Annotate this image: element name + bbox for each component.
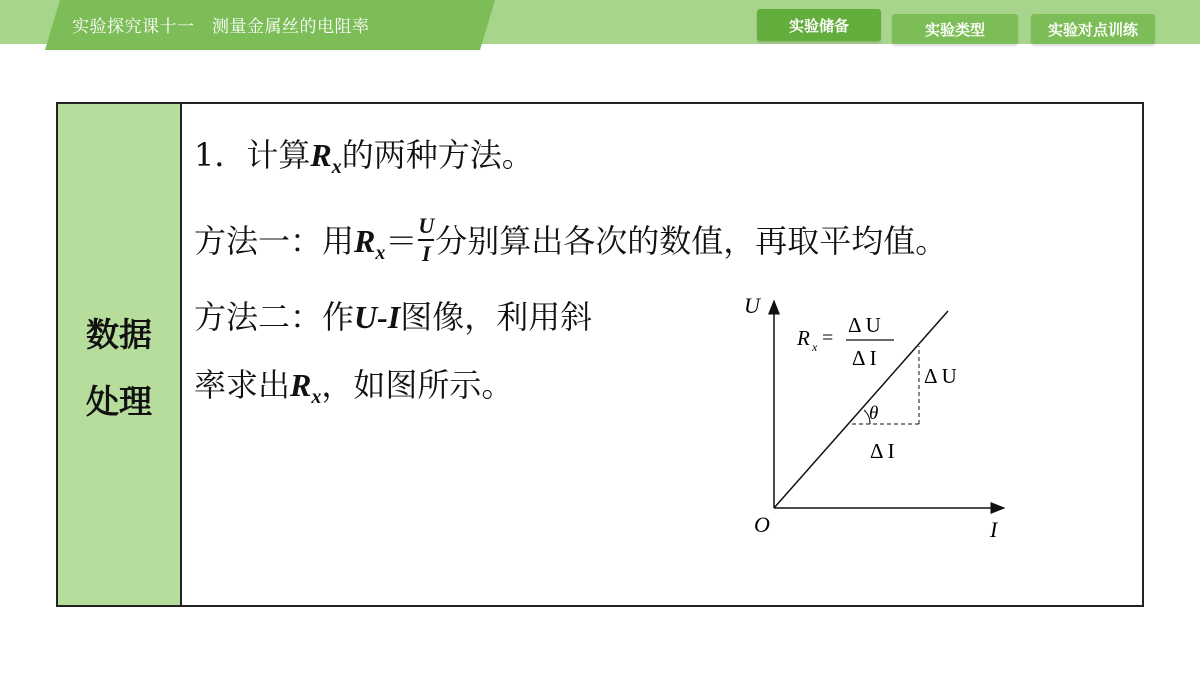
formula-sub: x [812,340,818,354]
formula-den: Δ I [852,346,877,370]
heading-line [194,130,534,179]
method1-suffix: 分别算出各次的数值，再取平均值。 [435,222,948,260]
tab-experiment-types[interactable]: 实验类型 [892,14,1018,44]
method1-fraction [418,214,434,266]
top-bar [0,0,1200,48]
formula-num: Δ U [848,313,881,337]
method1-numerator: U [418,212,435,238]
heading-var: R [310,137,332,173]
method2-var: U-I [354,299,401,335]
method2-cont-prefix: 率求出 [194,366,291,404]
method1-prefix: 方法一：用 [194,222,355,260]
delta-i-label: Δ I [870,439,895,463]
method2-cont-suffix: ，如图所示。 [321,366,514,404]
tab-experiment-prep[interactable]: 实验储备 [757,9,881,41]
row-label-cell [58,104,182,605]
method2-prefix: 方法二：作 [194,298,355,336]
formula-eq: = [822,327,834,349]
delta-u-label: Δ U [924,364,957,388]
heading-suffix: 的两种方法。 [341,136,534,174]
heading-sub: x [331,156,342,178]
u-i-graph [744,289,1078,549]
row-label-line1: 数据 [86,315,152,354]
method1-eq: ＝ [385,222,418,260]
page-title: 实验探究课十一 测量金属丝的电阻率 [72,17,370,37]
tab-experiment-training[interactable]: 实验对点训练 [1031,14,1155,44]
theta-label: θ [869,403,879,424]
method2-suffix: 图像，利用斜 [400,298,593,336]
heading-prefix: 1．计算 [194,136,311,174]
method2-line [194,292,592,338]
y-axis-label: U [744,293,760,318]
method1-line [194,212,948,270]
method1-sub: x [375,242,386,264]
method2-cont-var: R [290,367,312,403]
formula-var: R [797,326,810,350]
method2-cont-line [194,360,513,409]
method2-cont-sub: x [311,386,322,408]
row-label-line2: 处理 [86,382,152,421]
method1-var: R [354,223,376,259]
method1-denominator: I [422,240,431,266]
x-axis-label: I [990,517,998,542]
origin-label: O [754,512,770,537]
content-table [56,102,1144,607]
